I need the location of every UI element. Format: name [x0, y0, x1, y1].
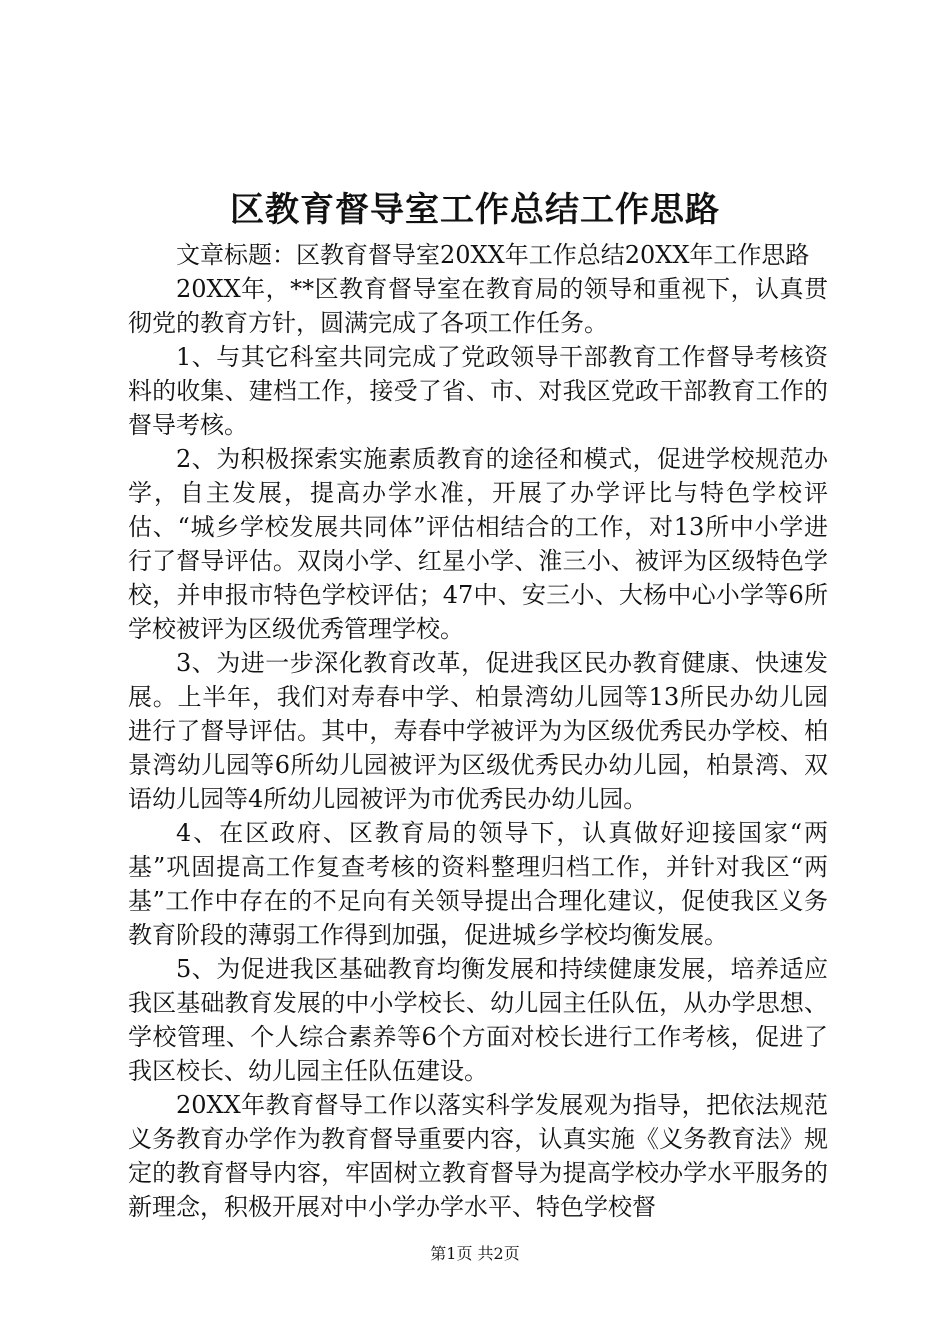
- paragraph-intro: 20XX年，**区教育督导室在教育局的领导和重视下，认真贯彻党的教育方针，圆满完成了各项工作任务。: [128, 275, 828, 337]
- paragraph-item-5: 5、为促进我区基础教育均衡发展和持续健康发展，培养适应我区基础教育发展的中小学校长、幼儿园主任队伍，从办学思想、学校管理、个人综合素养等6个方面对校长进行工作考核，促进了我区校长、幼儿园主任队伍建设。: [128, 955, 828, 1085]
- document-body: [128, 238, 828, 1224]
- paragraph-article-title: 文章标题：区教育督导室20XX年工作总结20XX年工作思路: [176, 241, 810, 269]
- paragraph-plan: 20XX年教育督导工作以落实科学发展观为指导，把依法规范义务教育办学作为教育督导重要内容，认真实施《义务教育法》规定的教育督导内容，牢固树立教育督导为提高学校办学水平服务的新理念，积极开展对中小学办学水平、特色学校督: [128, 1091, 828, 1221]
- paragraph-item-2: 2、为积极探索实施素质教育的途径和模式，促进学校规范办学，自主发展，提高办学水准，开展了办学评比与特色学校评估、“城乡学校发展共同体”评估相结合的工作，对13所中小学进行了督导评估。双岗小学、红星小学、淮三小、被评为区级特色学校，并申报市特色学校评估；47中、安三小、大杨中心小学等6所学校被评为区级优秀管理学校。: [128, 445, 828, 643]
- paragraph-item-1: 1、与其它科室共同完成了党政领导干部教育工作督导考核资料的收集、建档工作，接受了省、市、对我区党政干部教育工作的督导考核。: [128, 343, 828, 439]
- document-title: 区教育督导室工作总结工作思路: [230, 190, 720, 230]
- paragraph-item-4: 4、在区政府、区教育局的领导下，认真做好迎接国家“两基”巩固提高工作复查考核的资料整理归档工作，并针对我区“两基”工作中存在的不足向有关领导提出合理化建议，促使我区义务教育阶段的薄弱工作得到加强，促进城乡学校均衡发展。: [128, 819, 828, 949]
- page-footer: 第1页 共2页: [430, 1244, 520, 1263]
- paragraph-item-3: 3、为进一步深化教育改革，促进我区民办教育健康、快速发展。上半年，我们对寿春中学、柏景湾幼儿园等13所民办幼儿园进行了督导评估。其中，寿春中学被评为为区级优秀民办学校、柏景湾幼儿园等6所幼儿园被评为区级优秀民办幼儿园，柏景湾、双语幼儿园等4所幼儿园被评为市优秀民办幼儿园。: [128, 649, 828, 813]
